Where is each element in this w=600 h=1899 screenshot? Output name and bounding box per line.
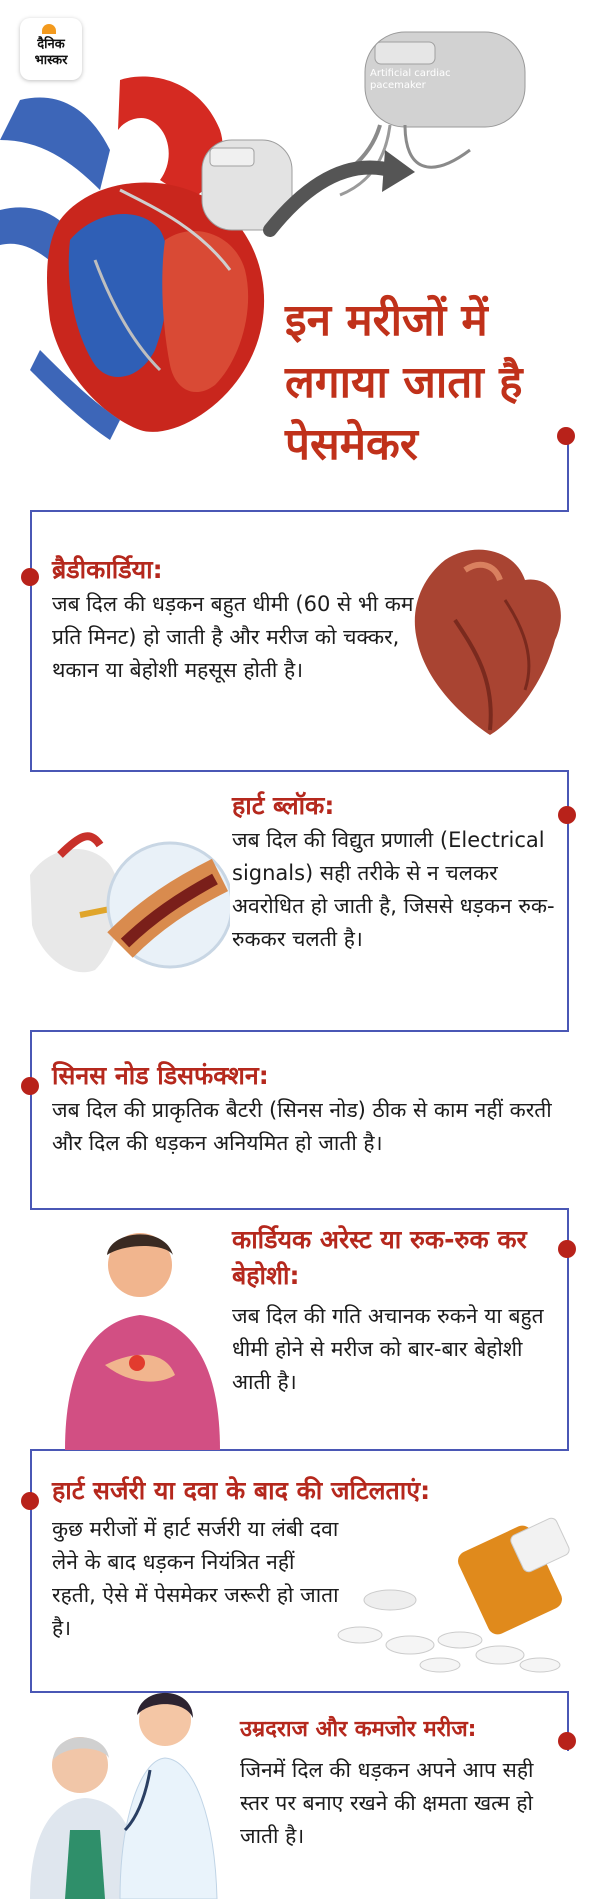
connector-line: [567, 436, 569, 512]
bullet-dot: [558, 1732, 576, 1750]
section-title: कार्डियक अरेस्ट या रुक-रुक कर बेहोशी:: [232, 1225, 527, 1290]
section-heart-block: [232, 788, 557, 956]
pacemaker-label: [370, 68, 451, 92]
connector-line: [30, 770, 569, 772]
section-body: कुछ मरीजों में हार्ट सर्जरी या लंबी दवा लेने के बाद धड़कन नियंत्रित नहीं रहती, ऐसे में पेसमेकर जरूरी हो जाता है।: [52, 1517, 339, 1640]
headline-line2: लगाया जाता है: [285, 357, 523, 408]
connector-line: [30, 1208, 569, 1210]
connector-line: [30, 1030, 569, 1032]
section-body: जब दिल की विद्युत प्रणाली (Electrical signals) सही तरीके से न चलकर अवरोधित हो जाती है, जिससे धड़कन रुक-रुककर चलती है।: [232, 828, 555, 951]
connector-line: [30, 510, 32, 772]
section-title: हार्ट सर्जरी या दवा के बाद की जटिलताएं:: [52, 1476, 431, 1505]
headline-line1: इन मरीजों में: [285, 295, 488, 346]
pacemaker-label-line2: pacemaker: [370, 80, 426, 91]
medicine-pills-illustration: [330, 1515, 580, 1680]
section-cardiac-arrest: [232, 1222, 567, 1399]
logo-text-line1: दैनिक: [37, 37, 65, 52]
section-body: जिनमें दिल की धड़कन अपने आप सही स्तर पर बनाए रखने की क्षमता खत्म हो जाती है।: [240, 1758, 534, 1848]
heart-illustration: [405, 540, 570, 740]
section-title: हार्ट ब्लॉक:: [232, 791, 335, 820]
bullet-dot: [21, 1492, 39, 1510]
section-post-surgery-complications: [52, 1473, 567, 1509]
section-body: जब दिल की धड़कन बहुत धीमी (60 से भी कम प्रति मिनट) हो जाती है और मरीज को चक्कर, थकान या बेहोशी महसूस होती है।: [52, 592, 414, 682]
section-title: सिनस नोड डिसफंक्शन:: [52, 1061, 269, 1090]
pacemaker-label-line1: Artificial cardiac: [370, 68, 451, 79]
man-chest-pain-illustration: [45, 1215, 230, 1450]
headline: [285, 290, 585, 476]
bullet-dot: [21, 1077, 39, 1095]
doctor-patient-illustration: [25, 1670, 235, 1899]
bullet-dot: [21, 568, 39, 586]
sun-icon: [42, 24, 56, 34]
section-elderly-weak-patients: [240, 1712, 555, 1853]
logo-text-line2: भास्कर: [34, 53, 68, 68]
pacemaker-illustration: [190, 20, 590, 280]
section-title: उम्रदराज और कमजोर मरीज:: [240, 1717, 477, 1742]
connector-line: [30, 1030, 32, 1210]
section-title: ब्रैडीकार्डिया:: [52, 555, 163, 584]
section-body: जब दिल की गति अचानक रुकने या बहुत धीमी होने से मरीज को बार-बार बेहोशी आती है।: [232, 1304, 544, 1394]
section-bradycardia: [52, 552, 432, 687]
section-body: जब दिल की प्राकृतिक बैटरी (सिनस नोड) ठीक से काम नहीं करती और दिल की धड़कन अनियमित हो जाती है।: [52, 1098, 552, 1155]
section-sinus-node-dysfunction: [52, 1058, 567, 1160]
headline-line3: पेसमेकर: [285, 419, 418, 470]
bullet-dot: [558, 806, 576, 824]
connector-line: [30, 1449, 32, 1693]
blocked-artery-illustration: [20, 815, 230, 990]
bullet-dot: [557, 427, 575, 445]
connector-line: [30, 510, 569, 512]
